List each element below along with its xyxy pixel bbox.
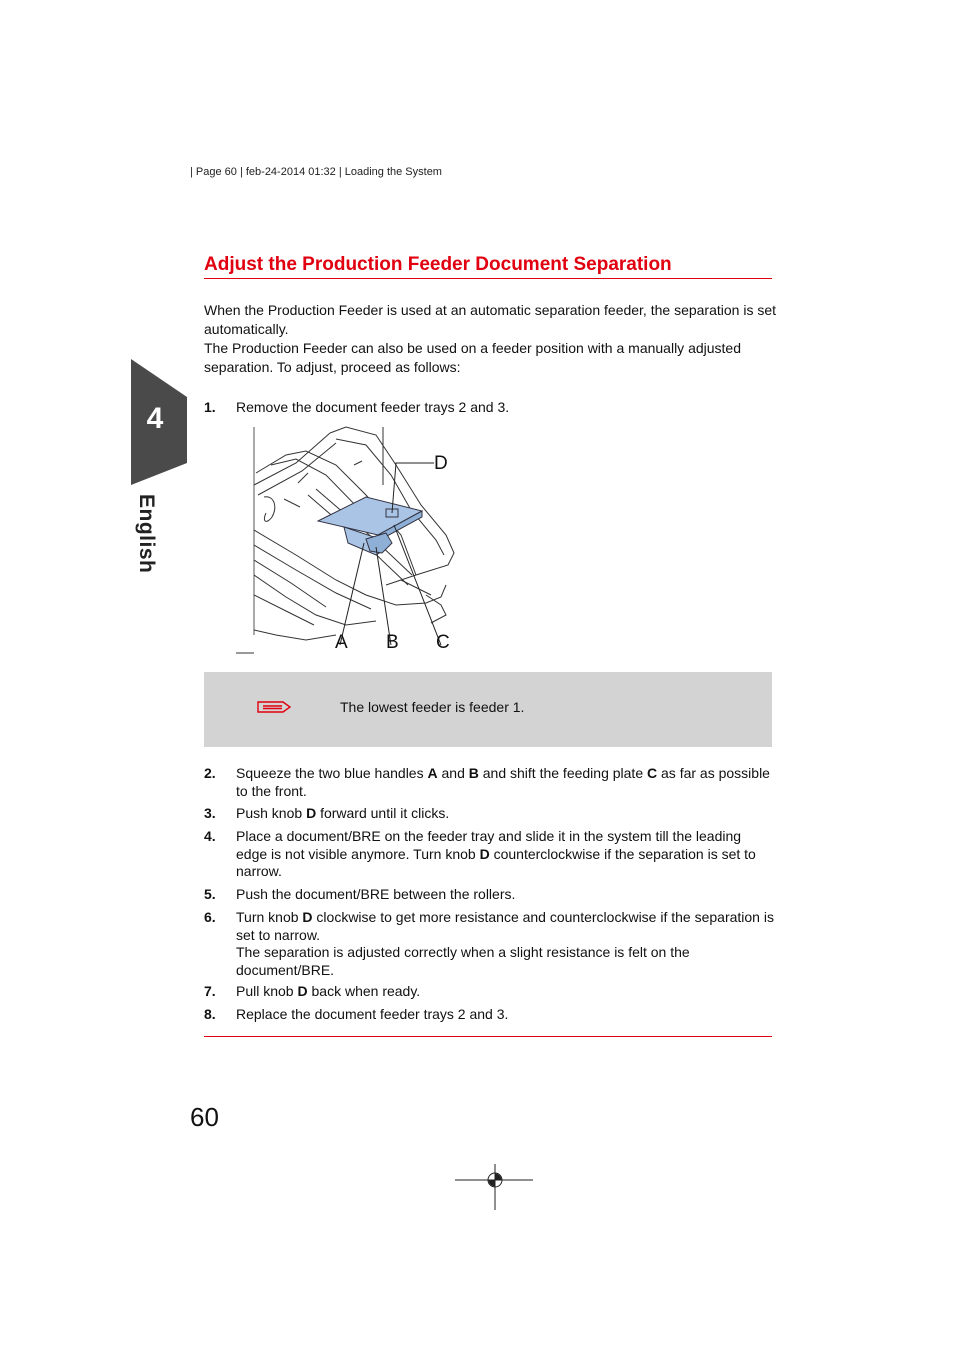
intro-paragraph: When the Production Feeder is used at an automatic separation feeder, the separation is set automatically. (204, 302, 777, 337)
chapter-number: 4 (146, 402, 164, 435)
callout-a: A (335, 632, 348, 653)
step-text-run: Squeeze the two blue handles (236, 765, 428, 781)
feeder-illustration (236, 425, 466, 660)
step-text-run: and shift the feeding plate (478, 765, 647, 781)
step-text-run: Remove the document feeder trays 2 and 3. (236, 399, 510, 415)
step-5 (204, 886, 776, 904)
step-bold-label: B (468, 765, 479, 781)
step-2 (204, 765, 776, 800)
step-number: 6. (204, 909, 216, 925)
page-number: 60 (190, 1102, 219, 1132)
step-text (236, 909, 776, 979)
section-title: Adjust the Production Feeder Document Separation (204, 254, 772, 279)
step-text (236, 828, 776, 881)
step-number: 5. (204, 886, 216, 902)
note-box (204, 672, 772, 747)
step-3 (204, 805, 776, 823)
step-text-run: Push knob (236, 805, 307, 821)
step-bold-label: D (306, 805, 317, 821)
callout-c: C (436, 632, 450, 653)
step-number: 1. (204, 399, 216, 415)
callout-d: D (434, 453, 448, 474)
step-1 (204, 399, 776, 417)
step-text (236, 399, 776, 417)
step-7 (204, 983, 776, 1001)
step-text-run: Place a document/BRE on the feeder tray and slide it in the system till the leading edge is not visible anymore. Turn knob (236, 828, 742, 862)
step-text (236, 765, 776, 800)
step-number: 2. (204, 765, 216, 781)
step-bold-label: D (479, 845, 490, 862)
step-bold-label: D (297, 983, 308, 999)
step-text-run: The separation is adjusted correctly when a slight resistance is felt on the document/BRE. (236, 944, 690, 978)
step-text (236, 1006, 776, 1024)
step-number: 4. (204, 828, 216, 844)
step-4 (204, 828, 776, 881)
intro-text (204, 301, 776, 377)
step-text (236, 886, 776, 904)
step-6 (204, 909, 776, 979)
step-text-run: Turn knob (236, 909, 303, 925)
step-8 (204, 1006, 776, 1024)
step-number: 8. (204, 1006, 216, 1022)
step-text-run: counterclockwise if the separation is set to narrow. (236, 845, 756, 879)
language-label: English (135, 494, 158, 574)
step-text-run: as far as possible to the front. (236, 765, 770, 799)
note-text: The lowest feeder is feeder 1. (340, 699, 525, 715)
callout-b: B (386, 632, 399, 653)
running-header: | Page 60 | feb-24-2014 01:32 | Loading the System (190, 166, 442, 178)
section-end-rule (204, 1036, 772, 1037)
step-number: 7. (204, 983, 216, 999)
step-text-run: forward until it clicks. (316, 805, 450, 821)
step-bold-label: C (647, 765, 658, 781)
step-text-run: back when ready. (307, 983, 421, 999)
step-text-run: clockwise to get more resistance and counterclockwise if the separation is set to narrow. (236, 909, 774, 943)
intro-paragraph: The Production Feeder can also be used on a feeder position with a manually adjusted separation. To adjust, proceed as follows: (204, 340, 742, 375)
registration-mark-icon (455, 1160, 535, 1217)
step-text-run: Replace the document feeder trays 2 and 3. (236, 1006, 509, 1022)
step-text-run: Push the document/BRE between the rollers. (236, 886, 516, 902)
step-text-run: and (437, 765, 469, 781)
step-text (236, 805, 776, 823)
step-text (236, 983, 776, 1001)
step-number: 3. (204, 805, 216, 821)
step-bold-label: A (427, 765, 438, 781)
note-arrow-icon (256, 698, 292, 721)
step-text-run: Pull knob (236, 983, 298, 999)
step-bold-label: D (302, 909, 313, 925)
